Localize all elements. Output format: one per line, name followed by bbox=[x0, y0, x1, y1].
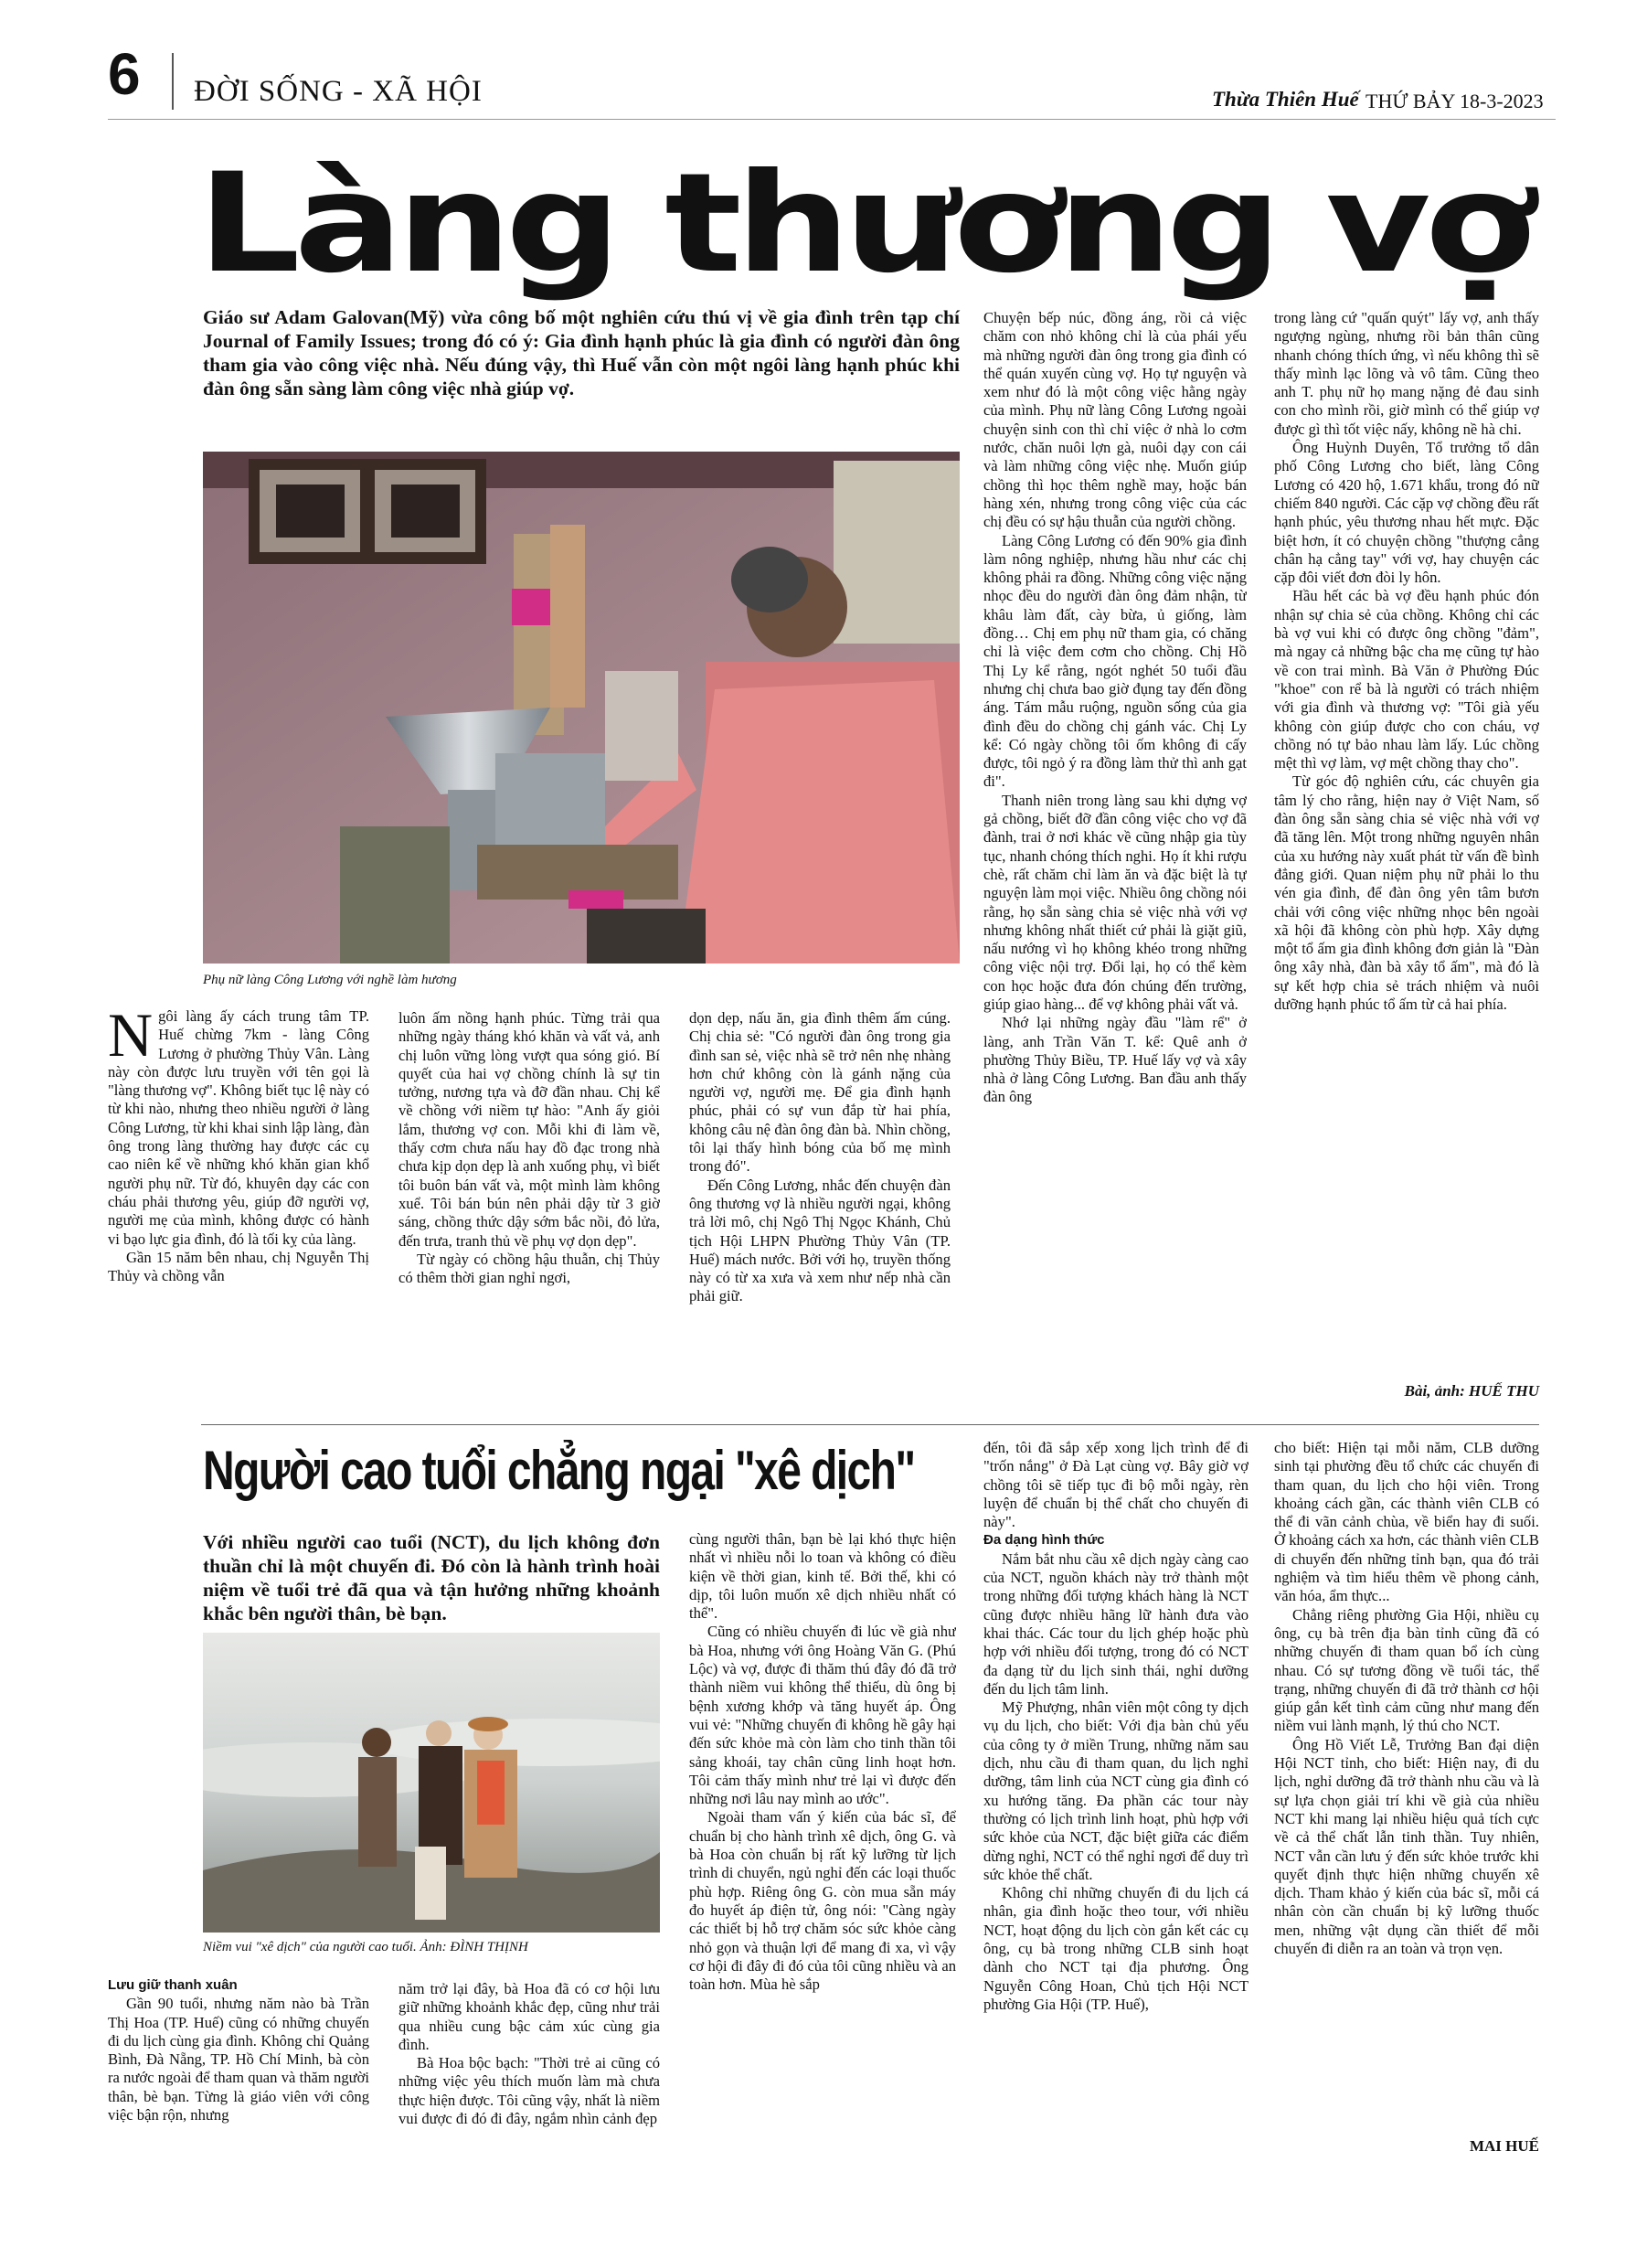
article2-photo-caption: Niềm vui "xê dịch" của người cao tuổi. Ảnh: ĐÌNH THỊNH bbox=[203, 1940, 528, 1954]
article1-column-5 bbox=[1274, 309, 1539, 1369]
article2-paragraph: Ông Hồ Viết Lễ, Trưởng Ban đại diện Hội NCT tỉnh, cho biết: Hiện nay, đi du lịch, nghỉ dưỡng đã trở thành nhu cầu và là sự lựa chọn giải trí khi về già của nhiều NCT khi mang lại nhiều hiệu quả tích cực về cả thể chất lẫn tinh thần. Tuy nhiên, NCT vẫn cần lưu ý đến sức khỏe trước khi quyết định thực hiện những chuyến xê dịch. Tham khảo ý kiến của bác sĩ, mỗi cá nhân còn cần chuẩn bị kỹ lưỡng thuốc men, những vật dụng cần thiết để mỗi chuyến đi diễn ra an toàn và trọn vẹn. bbox=[1274, 1735, 1539, 1958]
issue-date: THỨ BẢY 18-3-2023 bbox=[1365, 90, 1544, 112]
article1-column-1 bbox=[108, 1007, 369, 1419]
article2-paragraph: đến, tôi đã sắp xếp xong lịch trình để đi "trốn nắng" ở Đà Lạt cùng vợ. Bây giờ vợ chồng tôi sẽ tiếp tục đi bộ mỗi ngày, rèn luyện để chuẩn bị thể chất cho chuyến đi này". bbox=[983, 1439, 1249, 1531]
article2-column-1 bbox=[108, 1976, 369, 2165]
subhead-da-dang-hinh-thuc: Đa dạng hình thức bbox=[983, 1532, 1105, 1549]
article2-paragraph: năm trở lại đây, bà Hoa đã có cơ hội lưu giữ những khoảnh khắc đẹp, cũng như trải qua nhiều cung bậc cảm xúc cùng gia đình. bbox=[398, 1980, 660, 2053]
article1-paragraph: Đến Công Lương, nhắc đến chuyện đàn ông thương vợ là nhiều người ngại, không trả lời mô, chị Ngô Thị Ngọc Khánh, Chủ tịch Hội LHPN Phường Thủy Vân (TP. Huế) mách nước. Bởi với họ, truyền thống này có từ xa xưa và xem như nếp nhà cần phải giữ. bbox=[689, 1176, 951, 1305]
incense-making-photo bbox=[203, 452, 960, 964]
article1-column-2 bbox=[398, 1009, 660, 1419]
article1-paragraph: Hầu hết các bà vợ đều hạnh phúc đón nhận sự chia sẻ của chồng. Không chỉ các bà vợ vui khi có được ông chồng "đảm", mà ngay cả những bậc cha mẹ cũng tự hào về con trai mình. Bà Văn ở Phường Đúc "khoe" con rể bà là người có trách nhiệm với gia đình và thương vợ: "Tôi già yếu không còn giúp được cho con cháu, vợ chồng nó tự bảo nhau làm lấy. Lúc chồng mệt thì vợ làm, vợ mệt chồng thay cho". bbox=[1274, 587, 1539, 772]
article1-photo bbox=[203, 452, 960, 964]
article2-lead: Với nhiều người cao tuổi (NCT), du lịch không đơn thuần chỉ là một chuyến đi. Đó còn là hành trình hoài niệm về tuổi trẻ đã qua và tận hưởng những khoảnh khắc bên người thân, bè bạn. bbox=[203, 1531, 660, 1624]
article2-paragraph: Mỹ Phượng, nhân viên một công ty dịch vụ du lịch, cho biết: Với địa bàn chủ yếu của công ty ở miền Trung, những năm sau dịch, nhu cầu đi tham quan, du lịch nghỉ dưỡng, tâm linh của NCT cùng gia đình có xu hướng tăng. Đa phần các tour này thường có lịch trình linh hoạt, phù hợp với sức khỏe của NCT, đặc biệt giữa các điểm dừng nghỉ, NCT có thể nghỉ ngơi để duy trì sức khỏe thể chất. bbox=[983, 1698, 1249, 1883]
article2-headline: Người cao tuổi chẳng ngại "xê dịch" bbox=[203, 1440, 915, 1501]
article1-paragraph: Ông Huỳnh Duyên, Tổ trưởng tổ dân phố Công Lương cho biết, làng Công Lương có 420 hộ, 1.671 khẩu, trong đó nữ chiếm 840 người. Các cặp vợ chồng đều rất hạnh phúc, yêu thương nhau hết mực. Đặc biệt hơn, ít có chuyện chồng "thượng cẳng chân hạ cẳng tay" với vợ, hay chuyện các cặp đôi viết đơn đòi ly hôn. bbox=[1274, 439, 1539, 587]
article1-paragraph: dọn dẹp, nấu ăn, gia đình thêm ấm cúng. Chị chia sẻ: "Có người đàn ông trong gia đình san sẻ, việc nhà sẽ trở nên nhẹ nhàng hơn chứ không còn là gánh nặng của người vợ, người mẹ. Để gia đình hạnh phúc, phải có sự vun đắp từ hai phía, không câu nệ đàn ông đàn bà. Nhìn chồng, tôi lại thấy hình bóng của bố mẹ mình trong đó". bbox=[689, 1009, 951, 1176]
article2-column-5 bbox=[1274, 1439, 1539, 2134]
article2-column-3 bbox=[689, 1530, 956, 2165]
article1-column-3 bbox=[689, 1009, 951, 1419]
header-divider bbox=[172, 53, 174, 110]
article1-paragraph: Chuyện bếp núc, đồng áng, rồi cả việc chăm con nhỏ không chỉ là của phái yếu mà những người đàn ông trong gia đình có thể quán xuyến cùng vợ. Họ tự nguyện và xem như đó là một công việc hằng ngày của mình. Phụ nữ làng Công Lương ngoài chuyện sinh con thì chỉ việc ở nhà lo cơm nước, chăn nuôi lợn gà, nuôi dạy con cái và làm những công việc nhẹ. Muốn giúp chồng thì học thêm nghề may, hoặc bán hàng xén, nhưng trong công việc của các chị đều có sự hậu thuẫn của người chồng. bbox=[983, 309, 1247, 531]
article1-paragraph: luôn ấm nồng hạnh phúc. Từng trải qua những ngày tháng khó khăn và vất vả, anh chị luôn vững lòng vượt qua sóng gió. Bí quyết của hai vợ chồng chính là sự tin tưởng, nương tựa và đỡ đần nhau. Chị kể về chồng với niềm tự hào: "Anh ấy giỏi lắm, thương vợ con. Mỗi khi đi làm về, thấy cơm chưa nấu hay đồ đạc trong nhà chưa kịp dọn dẹp là anh xuống phụ, vì biết tôi buôn bán vất và, một mình làm không xuể. Tôi bán bún nên phải dậy từ 3 giờ sáng, chồng thức dậy sớm bắc nồi, đỏ lửa, đến trưa, tranh thủ về phụ vợ dọn dẹp". bbox=[398, 1009, 660, 1250]
article1-paragraph: trong làng cứ "quấn quýt" lấy vợ, anh thấy ngượng ngùng, nhưng rồi bản thân cũng nhanh chóng thích ứng, vì nếu không thì sẽ thấy mình lạc lõng và vô tâm. Cũng theo anh T. phụ nữ họ mang nặng đẻ đau sinh con cho mình rồi, giờ mình có thể giúp vợ được gì thì tốt việc nấy, không nề hà chi. bbox=[1274, 309, 1539, 438]
article2-paragraph: cho biết: Hiện tại mỗi năm, CLB dưỡng sinh tại phường đều tổ chức các chuyến đi tham quan, du lịch cho hội viên. Trong khoảng cách gần, các thành viên CLB có thể đi vãn cảnh chùa, về biển hay đi suối. Ở khoảng cách xa hơn, các thành viên CLB di chuyển đến những tỉnh bạn, qua đó trải nghiệm và tìm hiểu thêm về phong cảnh, văn hóa, ẩm thực... bbox=[1274, 1439, 1539, 1605]
section-title: ĐỜI SỐNG - XÃ HỘI bbox=[194, 75, 483, 108]
article2-column-2 bbox=[398, 1980, 660, 2165]
article1-paragraph: Từ ngày có chồng hậu thuẫn, chị Thủy có thêm thời gian nghỉ ngơi, bbox=[398, 1250, 660, 1287]
article2-paragraph: Nắm bắt nhu cầu xê dịch ngày càng cao của NCT, nguồn khách này trở thành một trong những đối tượng khách hàng là NCT cũng được nhiều hãng lữ hành đưa vào khai thác. Các tour du lịch ghép hoặc phù hợp với nhiều đối tượng, trong đó có NCT đa dạng từ du lịch sinh thái, nghỉ dưỡng đến du lịch tâm linh. bbox=[983, 1549, 1249, 1698]
elderly-travel-photo bbox=[203, 1633, 660, 1933]
article-separator bbox=[201, 1424, 1539, 1425]
paper-name: Thừa Thiên Huế bbox=[1212, 88, 1359, 111]
article1-paragraph: Gần 15 năm bên nhau, chị Nguyễn Thị Thủy và chồng vẫn bbox=[108, 1248, 369, 1285]
article1-headline: Làng thương vợ bbox=[197, 144, 1529, 303]
article2-photo bbox=[203, 1633, 660, 1933]
article2-column-4 bbox=[983, 1439, 1249, 2165]
article2-paragraph: Bà Hoa bộc bạch: "Thời trẻ ai cũng có những việc yêu thích muốn làm mà chưa thực hiện được. Tôi cũng vậy, nhất là niềm vui được đi đó đi đây, ngắm nhìn cảnh đẹp bbox=[398, 2054, 660, 2128]
article1-byline: Bài, ảnh: HUẾ THU bbox=[1404, 1382, 1539, 1400]
article1-paragraph: Làng Công Lương có đến 90% gia đình làm nông nghiệp, nhưng hầu như các chị không phải ra đồng. Những công việc nặng nhọc đều do người đàn ông đảm nhận, từ khâu làm đất, cày bừa, ủ giống, làm đồng… Chị em phụ nữ tham gia, có chăng chỉ là việc đem cơm cho chồng. Chị Hồ Thị Ly kể rằng, ngót nghét 50 tuổi đầu nhưng chị chưa bao giờ đụng tay đến đồng áng. Tám mẫu ruộng, nguồn sống của gia đình đều do chồng chị gánh vác. Chị Ly kể: Có ngày chồng tôi ốm không đi cấy được, tôi ngỏ ý ra đồng làm thử thì anh gạt đi". bbox=[983, 531, 1247, 791]
article2-byline: MAI HUẾ bbox=[1469, 2137, 1539, 2155]
article1-photo-caption: Phụ nữ làng Công Lương với nghề làm hương bbox=[203, 973, 457, 987]
subhead-luu-giu-thanh-xuan: Lưu giữ thanh xuân bbox=[108, 1977, 238, 1993]
article2-paragraph: Cũng có nhiều chuyến đi lúc về già như bà Hoa, nhưng với ông Hoàng Văn G. (Phú Lộc) và vợ, được đi thăm thú đây đó đã trở thành niềm vui không thể thiếu, dù ông bị bệnh xương khớp và tăng huyết áp. Ông vui vẻ: "Những chuyến đi không hề gây hại đến sức khỏe mà còn làm cho tinh thần tôi sảng khoái, tay chân cũng linh hoạt hơn. Tôi cảm thấy mình như trẻ lại vì được đến những nơi lâu nay mình ao ước". bbox=[689, 1623, 956, 1808]
article1-paragraph: Từ góc độ nghiên cứu, các chuyên gia tâm lý cho rằng, hiện nay ở Việt Nam, số đàn ông sẵn sàng chia sẻ việc nhà với vợ đã tăng lên. Một trong những nguyên nhân của xu hướng này xuất phát từ vấn đề bình đẳng giới. Quan niệm phụ nữ phải lo thu vén gia đình, để đàn ông yên tâm bươn chải với công việc những nhọc bên ngoài xã hội đã không còn phù hợp. Xây dựng một tổ ấm gia đình không đơn giản là "Đàn ông xây nhà, đàn bà xây tổ ấm", mà đó là sự kết hợp chia sẻ trách nhiệm và nuôi dưỡng hạnh phúc tổ ấm từ cả hai phía. bbox=[1274, 772, 1539, 1013]
article2-paragraph: cùng người thân, bạn bè lại khó thực hiện nhất vì nhiều nỗi lo toan và không có điều kiện về thời gian, kinh tế. Bởi thế, khi có dịp, tôi luôn muốn xê dịch nhiều nhất có thể". bbox=[689, 1530, 956, 1623]
article2-paragraph: Gần 90 tuổi, nhưng năm nào bà Trần Thị Hoa (TP. Huế) cũng có những chuyến đi du lịch cùng gia đình. Không chỉ Quảng Bình, Đà Nẵng, TP. Hồ Chí Minh, bà còn ra nước ngoài để tham quan và thăm người thân, bè bạn. Từng là giáo viên với công việc bận rộn, nhưng bbox=[108, 1995, 369, 2124]
article1-paragraph: gôi làng ấy cách trung tâm TP. Huế chừng 7km - làng Công Lương ở phường Thủy Vân. Làng này còn được lưu truyền với tên gọi là "làng thương vợ". Không biết tục lệ này có từ khi nào, nhưng theo nhiều người ở làng Công Lương, từ khi khai sinh lập làng, đàn ông trong làng thường hay được các cụ cao niên kể về những khó khăn gian khổ người phụ nữ. Từ đó, khuyên dạy các con cháu phải thương yêu, giúp đỡ người vợ, người mẹ của mình, không được có hành vi bạo lực gia đình, đó là tối kỵ của làng. bbox=[108, 1007, 369, 1248]
dropcap: N bbox=[108, 1007, 154, 1070]
article2-paragraph: Không chỉ những chuyến đi du lịch cá nhân, gia đình hoặc theo tour, với nhiều NCT, hoạt động du lịch còn gắn kết các cụ ông, cụ bà trong những CLB sinh hoạt dành cho NCT tại địa phương. Ông Nguyễn Công Hoan, Chủ tịch Hội NCT phường Gia Hội (TP. Huế), bbox=[983, 1884, 1249, 2013]
article1-paragraph: Thanh niên trong làng sau khi dựng vợ gả chồng, biết đỡ đần công việc cho vợ đã đành, trai ở nơi khác về cũng nhập gia tùy tục, nhanh chóng thích nghi. Họ ít khi rượu chè, rất chăm chỉ làm ăn và đặc biệt là tự nguyện làm mọi việc. Nhiều ông chồng nói rằng, họ sẵn sàng chia sẻ việc nhà với vợ nhưng không nhất thiết cứ phải là giặt giũ, nấu nướng vì họ không khéo trong những công việc nội trợ. Đổi lại, họ có thể kèm con học hoặc đưa đón chúng đến trường, giúp giao hàng... để vợ không phải vất vả. bbox=[983, 791, 1247, 1013]
header-rule bbox=[108, 119, 1556, 120]
article1-lead: Giáo sư Adam Galovan(Mỹ) vừa công bố một nghiên cứu thú vị về gia đình trên tạp chí Journal of Family Issues; trong đó có ý: Gia đình hạnh phúc là gia đình có người đàn ông tham gia vào công việc nhà. Nếu đúng vậy, thì Huế vẫn còn một ngôi làng hạnh phúc khi đàn ông sẵn sàng làm công việc nhà giúp vợ. bbox=[203, 306, 960, 399]
article2-paragraph: Ngoài tham vấn ý kiến của bác sĩ, để chuẩn bị cho hành trình xê dịch, ông G. và bà Hoa còn chuẩn bị rất kỹ lưỡng từ lịch trình di chuyển, ngủ nghỉ đến các loại thuốc phù hợp. Riêng ông G. còn mua sẵn máy đo huyết áp điện tử, ông nói: "Càng ngày các thiết bị hỗ trợ chăm sóc sức khỏe càng nhỏ gọn và thuận lợi để mang đi xa, vì vậy cơ hội đi đây đi đó của tôi cũng nhiều và an toàn hơn. Mùa hè sắp bbox=[689, 1808, 956, 1994]
article2-paragraph: Chẳng riêng phường Gia Hội, nhiều cụ ông, cụ bà trên địa bàn tỉnh cũng đã có những chuyến đi tham quan bổ ích cùng nhau. Có sự tương đồng về tuổi tác, thể trạng, những chuyến đi đã trở thành cơ hội giúp gắn kết tình cảm cũng như mang đến niềm vui lành mạnh, lý thú cho NCT. bbox=[1274, 1605, 1539, 1735]
article1-paragraph: Nhớ lại những ngày đầu "làm rể" ở làng, anh Trần Văn T. kể: Quê anh ở phường Thủy Biều, TP. Huế lấy vợ và xây nhà ở làng Công Lương. Ban đầu anh thấy đàn ông bbox=[983, 1014, 1247, 1106]
page-number: 6 bbox=[108, 41, 141, 107]
article1-column-4 bbox=[983, 309, 1247, 1419]
